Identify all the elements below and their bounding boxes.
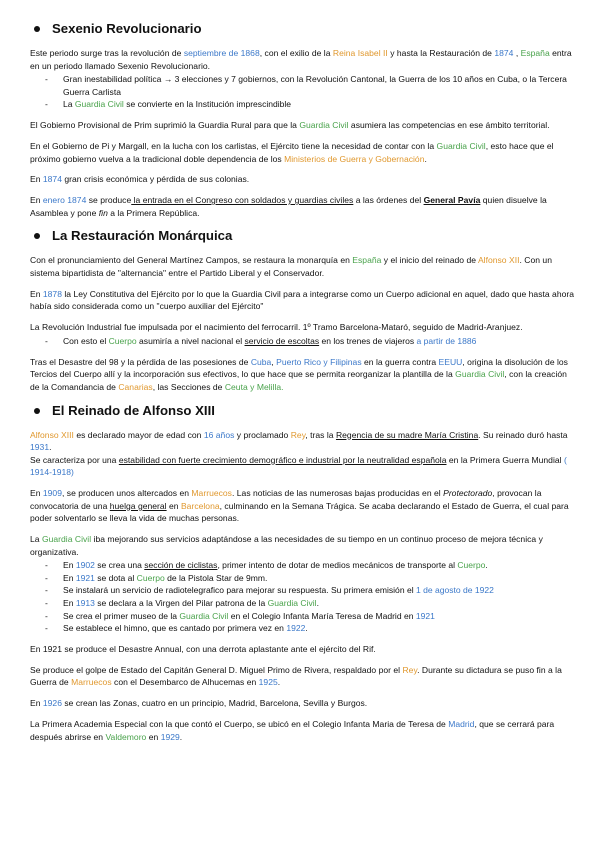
text-span: 1874 [494,48,514,58]
text-span: Alfonso XIII [30,429,74,440]
text-span: Regencia de su madre María Cristina [335,429,479,440]
text-span: En [30,698,43,709]
text-span: . [424,153,427,164]
text-span: en la Primera Guerra Mundial [446,454,564,465]
text-span: Madrid [448,718,475,729]
text-span: . [277,677,281,688]
text-span: fin [98,207,108,218]
text-span: 1921 [415,610,435,621]
text-span: Cuerpo [136,572,165,583]
text-span: Puerto Rico y Filipinas [276,356,362,367]
heading-alfonso-xiii [30,402,574,420]
text-span: la Ley Constitutiva del Ejército por lo que la Guardia Civil para a integrarse como un Cuerpo adicional en aquel, dado que hasta ahora había sido considerada como un "cuerpo auxiliar del Ejército" [30,288,575,312]
text-span: de la Pistola Star de 9mm. [164,572,268,583]
text-span: . Durante su dictadura se puso fin a la Guerra de [30,664,562,688]
list-item [63,98,574,111]
text-span: , las Secciones de [152,381,225,392]
text-span: , tras la [305,429,336,440]
paragraph [30,356,574,394]
text-span: 1921 [75,572,95,583]
text-span: 1874 [42,174,62,185]
text-span: a las órdenes del [353,195,424,206]
text-span: , culminando en la Semana Trágica. Se acaba declarando el Estado de Guerra, el cual para poder solventarlo se lleva la vida de muchas personas. [30,500,569,524]
text-span: gran crisis económica y pérdida de sus colonias. [61,174,250,185]
text-span: Canarias [118,381,153,392]
text-span: Guardia Civil [267,598,317,609]
text-span: Se establece el himno, que es cantado por primera vez en [63,623,287,634]
text-span: . [316,598,319,609]
text-span: Se instalará un servicio de radiotelegrafico para mejorar su respuesta. Su primera emisión el [63,585,416,596]
text-span: En [63,560,76,571]
list-item [63,597,574,610]
text-span: , [513,48,521,58]
text-span: Valdemoro [105,731,147,742]
text-span: Guardia Civil [455,369,505,380]
paragraph [30,664,574,689]
paragraph [30,119,574,132]
paragraph [30,194,574,219]
text-span: 1925 [258,677,278,688]
text-span: 1929 [160,731,180,742]
text-span: 1 de agosto de 1922 [415,585,494,596]
text-span: Alfonso XII [477,255,520,266]
text-span: Rey [290,429,306,440]
text-span: La [63,99,75,110]
paragraph [30,487,574,525]
text-span: Guardia Civil [74,99,124,110]
text-span: , [271,356,277,367]
text-span: . Las noticias de las numerosas bajas producidas en el [231,488,444,499]
text-span: El Gobierno Provisional de Prim suprimió la Guardia Rural para que la [30,120,300,131]
text-span: Rey [402,664,418,675]
text-span: se convierte en la Institución imprescindible [123,99,292,110]
text-span: España [520,48,550,58]
text-span: Se crea el primer museo de la [63,610,180,621]
text-span: se dota al [94,572,137,583]
text-span: sección de ciclistas [144,560,218,571]
text-span: Marruecos [71,677,112,688]
text-span: La [30,534,42,545]
text-span: ( 1914-1918) [30,454,567,478]
text-span: quien disuelve la Asamblea y pone [30,195,547,218]
text-span: . [305,623,308,634]
text-span: en el Colegio Infanta María Teresa de Madrid en [228,610,416,621]
text-span: Con esto el [63,335,109,346]
text-span: En [63,598,76,609]
text-span: entra en un periodo llamado Sexenio Revolucionario. [30,48,572,71]
list-item [63,572,574,585]
text-span: en [166,500,181,511]
text-span: se crea una [94,560,145,571]
paragraph [30,697,574,710]
text-span: asumiera las competencias en ese ámbito territorial. [348,120,550,131]
text-span: En [30,174,43,185]
heading-restauracion [30,227,574,245]
text-span: Reina Isabel II [332,48,388,58]
text-span: , con el exilio de la [259,48,333,58]
text-span: Sexenio Revolucionario [52,21,202,36]
text-span: estabilidad con fuerte crecimiento demográfico e industrial por la neutralidad española [118,454,447,465]
text-span: Guardia Civil [179,610,229,621]
text-span: se crean las Zonas, cuatro en un principio, Madrid, Barcelona, Sevilla y Burgos. [61,698,368,709]
text-span: en los trenes de viajeros [319,335,417,346]
text-span: . [49,442,52,453]
text-span: 1902 [75,560,95,571]
text-span: 1926 [42,698,62,709]
text-span: España [352,255,382,266]
text-span: 16 años [203,429,235,440]
text-span: Cuerpo [457,560,486,571]
paragraph [30,288,574,313]
list-item [63,610,574,623]
text-span: Protectorado [443,488,493,499]
text-span: En [30,195,43,206]
text-span: , se producen unos altercados en [61,488,192,499]
text-span: Guardia Civil [41,534,92,545]
text-span: en la guerra contra [361,356,439,367]
text-span: y hasta la Restauración de [387,48,495,58]
list [30,73,574,111]
paragraph [30,140,574,165]
paragraph [30,429,574,454]
text-span: . Con un sistema bipartidista de "alternancia" entre el Partido Liberal y el Conservador. [30,255,552,279]
list-item [63,335,574,348]
text-span: , provocan la convocatoria de una [30,488,542,511]
list-item [63,584,574,597]
text-span: y proclamado [234,429,291,440]
text-span: y el inicio del reinado de [381,255,478,266]
text-span: iba mejorando sus servicios adaptándose a las necesidades de su tiempo en un continuo proceso de mejora técnica y organizativa. [30,534,543,557]
text-span: es declarado mayor de edad con [73,429,204,440]
text-span: enero 1874 [42,195,87,206]
text-span: EEUU [438,356,463,367]
text-span: , con la creación de la Comandancia de [30,369,567,392]
text-span: Con el pronunciamiento del General Martínez Campos, se restaura la monarquía en [30,255,353,266]
list-item [63,73,574,98]
text-span: Este periodo surge tras la revolución de [30,48,184,58]
text-span: El Reinado de Alfonso XIII [52,402,215,418]
text-span: En [30,488,43,499]
text-span: En 1921 se produce el Desastre Annual, con una derrota aplastante ante el ejército del Rif. [30,644,376,655]
text-span: Guardia Civil [299,120,349,131]
paragraph [30,173,574,186]
text-span: . Su reinado duró hasta [478,429,568,440]
text-span: 1922 [286,623,306,634]
text-span: 1909 [42,488,62,499]
text-span: la entrada en el Congreso con soldados y guardias civiles [131,195,354,206]
text-span: 1878 [42,288,62,299]
text-span: Marruecos [191,488,232,499]
text-span: con el Desembarco de Alhucemas en [111,677,259,688]
text-span: Barcelona [180,500,220,511]
heading-sexenio [30,20,574,38]
paragraph [30,321,574,334]
text-span: a la Primera República. [107,207,200,218]
text-span: . [485,560,488,571]
text-span: La Primera Academia Especial con la que contó el Cuerpo, se ubicó en el Colegio Infanta Maria de Teresa de [30,718,449,729]
text-span: Ministerios de Guerra y Gobernación [284,153,425,164]
text-span: , origina la disolución de los Tercios del Cuerpo allí y la incorporación sus efectivos, lo que hace que se permita reorganizar la plantilla de la [30,356,568,380]
paragraph [30,454,574,479]
bullet-icon [34,26,40,32]
text-span: 1913 [75,598,95,609]
paragraph [30,643,574,656]
list [30,335,574,348]
text-span: servicio de escoltas [244,335,320,346]
text-span: , primer intento de dotar de medios mecánicos de transporte al [217,560,458,571]
list-item [63,622,574,635]
text-span: septiembre de 1868 [183,48,260,58]
text-span: a partir de 1886 [416,335,477,346]
text-span: Cuba [250,356,272,367]
text-span: En [63,572,76,583]
text-span: Gran inestabilidad política → 3 elecciones y 7 gobiernos, con la Revolución Cantonal, la Guerra de los 10 años en Cuba, o la Tercera Guerra Carlista [63,74,567,97]
paragraph [30,718,574,743]
text-span: En [30,288,43,299]
text-span: asumiría a nivel nacional el [136,335,245,346]
bullet-icon [34,233,40,239]
paragraph [30,533,574,558]
paragraph [30,254,574,279]
list [30,559,574,635]
text-span: Tras el Desastre del 98 y la pérdida de las posesiones de [30,356,251,367]
text-span: La Revolución Industrial fue impulsada por el nacimiento del ferrocarril. 1º Tramo Barcelona-Mataró, seguido de Madrid-Aranjuez. [30,322,523,333]
bullet-icon [34,408,40,414]
text-span: , que se cerrará para después abrirse en [30,718,555,742]
text-span: . [179,731,183,742]
text-span: en [146,731,161,742]
paragraph [30,47,574,72]
text-span: En el Gobierno de Pi y Margall, en la lucha con los carlistas, el Ejército tiene la necesidad de contar con la [30,140,437,151]
text-span: 1931 [30,442,50,453]
text-span: Ceuta y Melilla. [224,381,284,392]
text-span: General Pavía [423,195,481,206]
text-span: Cuerpo [108,335,137,346]
text-span: se produce [86,195,132,206]
text-span: Guardia Civil [436,140,486,151]
text-span: La Restauración Monárquica [52,228,233,244]
list-item [63,559,574,572]
text-span: huelga general [109,500,167,511]
text-span: Se produce el golpe de Estado del Capitán General D. Miguel Primo de Rivera, respaldado por el [30,664,403,675]
text-span: , esto hace que el próximo gobierno vuelva a la tradicional doble dependencia de los [30,140,554,164]
text-span: Se caracteriza por una [30,454,119,465]
text-span: se declara a la Virgen del Pilar patrona de la [94,598,268,609]
